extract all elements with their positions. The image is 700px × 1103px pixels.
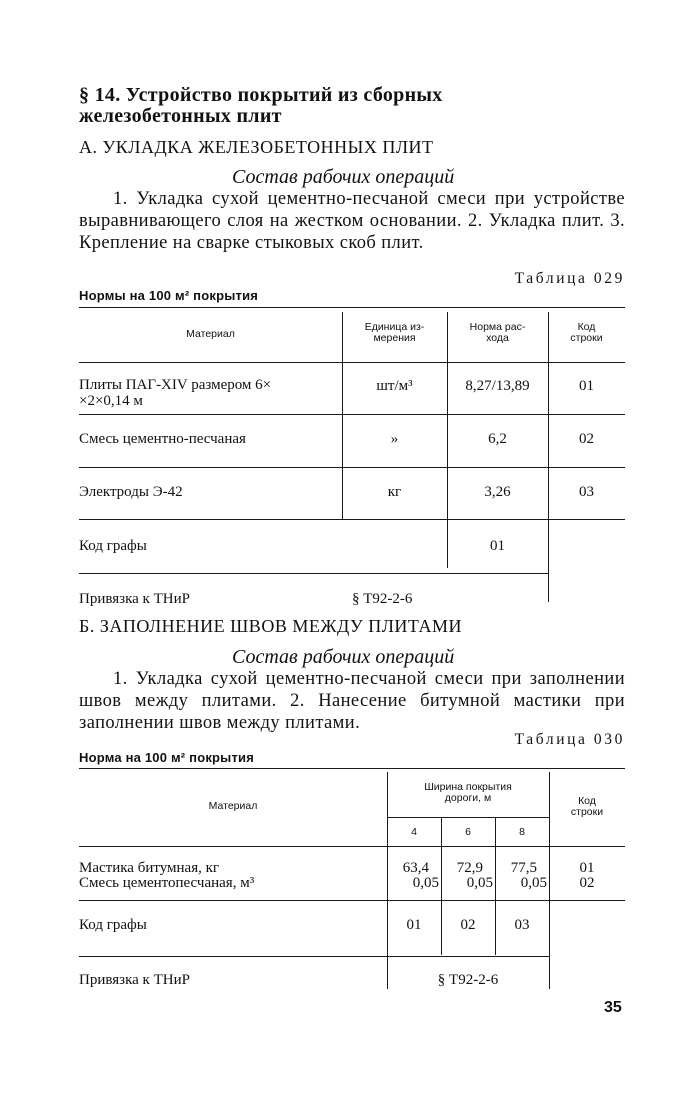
table-030-caption: Норма на 100 м² покрытия bbox=[79, 750, 255, 765]
row-unit: шт/м³ bbox=[376, 378, 413, 394]
table-rule bbox=[79, 414, 625, 415]
tnir-label: Привязка к ТНиР bbox=[79, 591, 190, 607]
row-code: 02 bbox=[579, 431, 594, 447]
section-title-line2: железобетонных плит bbox=[79, 105, 282, 127]
col-code-label: Код графы bbox=[79, 538, 147, 554]
part-b-ops-title: Состав рабочих операций bbox=[232, 646, 455, 668]
table-rule bbox=[79, 900, 625, 901]
table-rule bbox=[79, 956, 549, 957]
header-norm-l2: хода bbox=[486, 332, 509, 344]
table-row bbox=[79, 377, 271, 409]
part-a-heading: А. УКЛАДКА ЖЕЛЕЗОБЕТОННЫХ ПЛИТ bbox=[79, 137, 434, 157]
col-code-value: 03 bbox=[514, 917, 530, 933]
row-code: 02 bbox=[579, 875, 595, 891]
table-rule bbox=[79, 362, 625, 363]
section-title-line1: § 14. Устройство покрытий из сборных bbox=[79, 84, 443, 106]
header-code-l2: строки bbox=[570, 332, 603, 344]
value-cell: 0,05 bbox=[466, 875, 493, 891]
header-norm-l1: Норма рас- bbox=[469, 321, 526, 333]
header-width bbox=[387, 782, 549, 804]
page-number: 35 bbox=[604, 999, 622, 1016]
width-6-values bbox=[441, 861, 493, 891]
row-material: Смесь цементно-песчаная bbox=[79, 431, 246, 447]
col-code-value: 01 bbox=[406, 917, 422, 933]
header-unit-l2: мерения bbox=[373, 332, 416, 344]
header-norm bbox=[447, 322, 548, 344]
col-code-value: 02 bbox=[460, 917, 476, 933]
row-material: Плиты ПАГ-XIV размером 6× bbox=[79, 377, 272, 393]
header-width-l1: Ширина покрытия bbox=[424, 781, 512, 793]
table-rule bbox=[388, 817, 549, 818]
part-b-heading: Б. ЗАПОЛНЕНИЕ ШВОВ МЕЖДУ ПЛИТАМИ bbox=[79, 616, 462, 636]
row-norm: 3,26 bbox=[484, 484, 511, 500]
row-unit: кг bbox=[387, 484, 402, 500]
row-code: 01 bbox=[579, 378, 594, 394]
col-code-label: Код графы bbox=[79, 917, 147, 933]
tnir-label: Привязка к ТНиР bbox=[79, 972, 190, 988]
row-codes bbox=[549, 861, 625, 891]
table-rule bbox=[79, 846, 625, 847]
part-a-ops-text bbox=[79, 188, 625, 254]
row-code: 03 bbox=[579, 484, 594, 500]
row-material: Мастика битумная, кг bbox=[79, 860, 220, 876]
table-rule bbox=[79, 519, 625, 520]
header-code-l1: Код bbox=[578, 795, 596, 807]
row-material: Смесь цементопесчаная, м³ bbox=[79, 875, 255, 891]
part-a-ops-title: Состав рабочих операций bbox=[232, 166, 455, 188]
header-code bbox=[549, 796, 625, 818]
table-rule bbox=[79, 573, 549, 574]
table-rule bbox=[79, 307, 625, 308]
value-cell: 63,4 bbox=[402, 860, 429, 876]
row-code: 01 bbox=[579, 860, 595, 876]
row-norm: 8,27/13,89 bbox=[465, 378, 530, 394]
header-width-4: 4 bbox=[411, 826, 417, 838]
header-material: Материал bbox=[186, 328, 235, 340]
header-material: Материал bbox=[208, 800, 258, 812]
table-029-label: Таблица 029 bbox=[514, 270, 625, 287]
header-width-8: 8 bbox=[519, 826, 525, 838]
value-cell: 0,05 bbox=[520, 875, 547, 891]
tnir-value: § Т92-2-6 bbox=[437, 972, 499, 988]
header-width-6: 6 bbox=[465, 826, 471, 838]
header-unit-l1: Единица из- bbox=[364, 321, 425, 333]
part-b-ops-text bbox=[79, 668, 625, 734]
width-8-values bbox=[495, 861, 547, 891]
header-code bbox=[548, 322, 625, 344]
table-030-label: Таблица 030 bbox=[514, 731, 625, 748]
width-4-values bbox=[387, 861, 439, 891]
row-material-cont: ×2×0,14 м bbox=[79, 393, 143, 409]
header-code-l1: Код bbox=[577, 321, 596, 333]
table-029-caption: Нормы на 100 м² покрытия bbox=[79, 288, 259, 303]
value-cell: 0,05 bbox=[412, 875, 439, 891]
section-title bbox=[79, 85, 443, 127]
value-cell: 72,9 bbox=[456, 860, 483, 876]
part-a-ops-text-content: 1. Укладка сухой цементно-песчаной смеси при устройстве выравнивающего слоя на жестком основании. 2. Укладка плит. 3. Крепление на сварке стыковых скоб плит. bbox=[79, 189, 625, 253]
row-norm: 6,2 bbox=[488, 431, 507, 447]
row-unit: » bbox=[390, 431, 399, 447]
header-code-l2: строки bbox=[570, 806, 604, 818]
part-b-ops-text-content: 1. Укладка сухой цементно-песчаной смеси при заполнении швов между плитами. 2. Нанесение битумной мастики при заполнении швов между плитами. bbox=[79, 669, 625, 733]
table-rule bbox=[79, 467, 625, 468]
tnir-value: § Т92-2-6 bbox=[352, 591, 413, 607]
table-row bbox=[79, 861, 254, 891]
table-rule bbox=[79, 768, 625, 769]
row-material: Электроды Э-42 bbox=[79, 484, 183, 500]
header-width-l2: дороги, м bbox=[444, 792, 492, 804]
value-cell: 77,5 bbox=[510, 860, 537, 876]
col-code-value: 01 bbox=[490, 538, 505, 554]
table-col-rule bbox=[548, 312, 549, 602]
header-unit bbox=[342, 322, 447, 344]
